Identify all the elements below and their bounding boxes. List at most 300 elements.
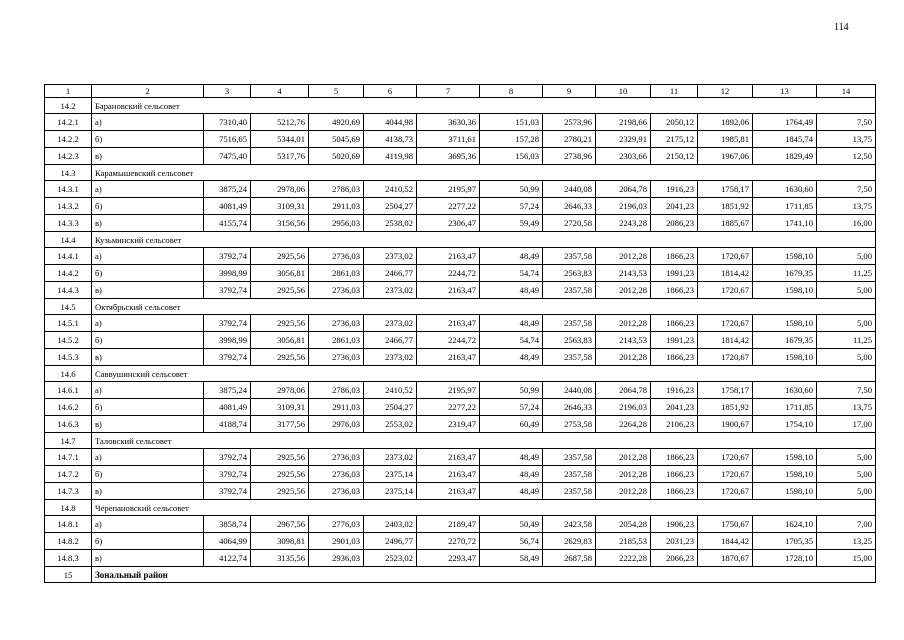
value-cell: 17,00 <box>817 416 876 433</box>
row-code: 14.7.3 <box>45 483 92 500</box>
row-variant: б) <box>92 332 204 349</box>
value-cell: 1916,23 <box>651 181 698 198</box>
value-cell: 2064,78 <box>596 181 651 198</box>
value-cell: 1866,23 <box>651 483 698 500</box>
section-code: 14.8 <box>45 500 92 516</box>
value-cell: 2150,12 <box>651 148 698 165</box>
value-cell: 2736,03 <box>309 449 364 466</box>
row-code: 14.5.3 <box>45 349 92 366</box>
value-cell: 2629,83 <box>543 533 596 550</box>
value-cell: 2143,53 <box>596 265 651 282</box>
section-row <box>45 366 876 382</box>
value-cell: 2373,02 <box>364 349 417 366</box>
row-code: 14.4.1 <box>45 248 92 265</box>
value-cell: 1967,06 <box>698 148 753 165</box>
value-cell: 57,24 <box>480 399 543 416</box>
value-cell: 50,49 <box>480 516 543 533</box>
row-code: 14.3.1 <box>45 181 92 198</box>
value-cell: 1720,67 <box>698 449 753 466</box>
value-cell: 2031,23 <box>651 533 698 550</box>
value-cell: 5020,69 <box>309 148 364 165</box>
row-variant: а) <box>92 248 204 265</box>
row-variant: б) <box>92 131 204 148</box>
value-cell: 60,49 <box>480 416 543 433</box>
value-cell: 2106,23 <box>651 416 698 433</box>
section-code: 14.2 <box>45 98 92 114</box>
value-cell: 3109,31 <box>251 198 309 215</box>
value-cell: 2064,78 <box>596 382 651 399</box>
section-name: Саввушинский сельсовет <box>92 366 876 382</box>
value-cell: 1851,92 <box>698 399 753 416</box>
value-cell: 12,50 <box>817 148 876 165</box>
row-variant: а) <box>92 315 204 332</box>
value-cell: 5,00 <box>817 466 876 483</box>
district-code: 15 <box>45 567 92 583</box>
value-cell: 1844,42 <box>698 533 753 550</box>
value-cell: 4155,74 <box>204 215 251 232</box>
value-cell: 2012,28 <box>596 315 651 332</box>
value-cell: 54,74 <box>480 332 543 349</box>
value-cell: 1866,23 <box>651 248 698 265</box>
section-row <box>45 299 876 315</box>
value-cell: 2163,47 <box>417 349 480 366</box>
row-code: 14.4.3 <box>45 282 92 299</box>
row-code: 14.2.1 <box>45 114 92 131</box>
value-cell: 2720,58 <box>543 215 596 232</box>
value-cell: 3875,24 <box>204 382 251 399</box>
row-code: 14.2.2 <box>45 131 92 148</box>
value-cell: 5344,01 <box>251 131 309 148</box>
value-cell: 3792,74 <box>204 449 251 466</box>
value-cell: 1870,67 <box>698 550 753 567</box>
district-name: Зональный район <box>92 567 876 583</box>
value-cell: 1720,67 <box>698 483 753 500</box>
value-cell: 2357,58 <box>543 248 596 265</box>
value-cell: 1598,10 <box>753 483 817 500</box>
value-cell: 48,49 <box>480 248 543 265</box>
value-cell: 2277,22 <box>417 399 480 416</box>
value-cell: 4138,73 <box>364 131 417 148</box>
value-cell: 1758,17 <box>698 382 753 399</box>
value-cell: 2736,03 <box>309 248 364 265</box>
column-header: 9 <box>543 85 596 98</box>
value-cell: 5,00 <box>817 282 876 299</box>
value-cell: 7,00 <box>817 516 876 533</box>
row-code: 14.2.3 <box>45 148 92 165</box>
value-cell: 4044,98 <box>364 114 417 131</box>
value-cell: 7,50 <box>817 181 876 198</box>
section-row <box>45 433 876 449</box>
value-cell: 1885,67 <box>698 215 753 232</box>
row-code: 14.8.2 <box>45 533 92 550</box>
value-cell: 15,00 <box>817 550 876 567</box>
value-cell: 1985,81 <box>698 131 753 148</box>
value-cell: 1866,23 <box>651 282 698 299</box>
value-cell: 2496,77 <box>364 533 417 550</box>
value-cell: 2925,56 <box>251 466 309 483</box>
row-variant: б) <box>92 533 204 550</box>
table-row <box>45 449 876 466</box>
value-cell: 2054,28 <box>596 516 651 533</box>
value-cell: 13,25 <box>817 533 876 550</box>
table-row <box>45 550 876 567</box>
table-row <box>45 516 876 533</box>
value-cell: 3711,61 <box>417 131 480 148</box>
value-cell: 11,25 <box>817 265 876 282</box>
value-cell: 2163,47 <box>417 466 480 483</box>
value-cell: 2270,72 <box>417 533 480 550</box>
row-code: 14.6.3 <box>45 416 92 433</box>
row-variant: а) <box>92 181 204 198</box>
value-cell: 1754,10 <box>753 416 817 433</box>
row-variant: б) <box>92 466 204 483</box>
value-cell: 2050,12 <box>651 114 698 131</box>
value-cell: 1991,23 <box>651 265 698 282</box>
value-cell: 5,00 <box>817 483 876 500</box>
value-cell: 48,49 <box>480 315 543 332</box>
column-header: 1 <box>45 85 92 98</box>
table-row <box>45 114 876 131</box>
value-cell: 7,50 <box>817 382 876 399</box>
value-cell: 2736,03 <box>309 483 364 500</box>
value-cell: 2925,56 <box>251 349 309 366</box>
row-variant: в) <box>92 416 204 433</box>
value-cell: 2736,03 <box>309 349 364 366</box>
value-cell: 2753,58 <box>543 416 596 433</box>
column-header: 2 <box>92 85 204 98</box>
column-header: 12 <box>698 85 753 98</box>
value-cell: 2861,03 <box>309 332 364 349</box>
value-cell: 2373,02 <box>364 248 417 265</box>
value-cell: 2175,12 <box>651 131 698 148</box>
value-cell: 2196,03 <box>596 399 651 416</box>
value-cell: 2504,27 <box>364 198 417 215</box>
value-cell: 48,49 <box>480 449 543 466</box>
section-name: Кузьминский сельсовет <box>92 232 876 248</box>
value-cell: 2195,97 <box>417 382 480 399</box>
value-cell: 2373,02 <box>364 315 417 332</box>
value-cell: 2163,47 <box>417 248 480 265</box>
value-cell: 56,74 <box>480 533 543 550</box>
value-cell: 2440,08 <box>543 382 596 399</box>
value-cell: 3792,74 <box>204 248 251 265</box>
value-cell: 2243,28 <box>596 215 651 232</box>
value-cell: 3792,74 <box>204 315 251 332</box>
table-row <box>45 382 876 399</box>
value-cell: 16,00 <box>817 215 876 232</box>
value-cell: 2163,47 <box>417 483 480 500</box>
tariff-table <box>44 84 876 583</box>
row-code: 14.6.2 <box>45 399 92 416</box>
table-row <box>45 198 876 215</box>
row-code: 14.8.1 <box>45 516 92 533</box>
value-cell: 3630,36 <box>417 114 480 131</box>
value-cell: 2195,97 <box>417 181 480 198</box>
section-name: Барановский сельсовет <box>92 98 876 114</box>
value-cell: 11,25 <box>817 332 876 349</box>
value-cell: 2956,03 <box>309 215 364 232</box>
value-cell: 4119,98 <box>364 148 417 165</box>
row-code: 14.3.2 <box>45 198 92 215</box>
value-cell: 50,99 <box>480 382 543 399</box>
value-cell: 1866,23 <box>651 466 698 483</box>
value-cell: 4081,49 <box>204 198 251 215</box>
row-code: 14.7.1 <box>45 449 92 466</box>
value-cell: 1630,60 <box>753 382 817 399</box>
value-cell: 48,49 <box>480 466 543 483</box>
row-variant: в) <box>92 349 204 366</box>
column-header: 5 <box>309 85 364 98</box>
value-cell: 1845,74 <box>753 131 817 148</box>
value-cell: 2925,56 <box>251 483 309 500</box>
value-cell: 1705,35 <box>753 533 817 550</box>
value-cell: 2189,47 <box>417 516 480 533</box>
value-cell: 2925,56 <box>251 315 309 332</box>
table-row <box>45 399 876 416</box>
value-cell: 2375,14 <box>364 483 417 500</box>
value-cell: 3792,74 <box>204 282 251 299</box>
value-cell: 2925,56 <box>251 449 309 466</box>
value-cell: 1679,35 <box>753 332 817 349</box>
value-cell: 1728,10 <box>753 550 817 567</box>
value-cell: 1630,60 <box>753 181 817 198</box>
value-cell: 1814,42 <box>698 265 753 282</box>
value-cell: 2736,03 <box>309 315 364 332</box>
section-row <box>45 98 876 114</box>
value-cell: 2357,58 <box>543 466 596 483</box>
value-cell: 3792,74 <box>204 483 251 500</box>
table-row <box>45 148 876 165</box>
column-header: 8 <box>480 85 543 98</box>
value-cell: 4122,74 <box>204 550 251 567</box>
value-cell: 2319,47 <box>417 416 480 433</box>
value-cell: 1892,06 <box>698 114 753 131</box>
table-row <box>45 483 876 500</box>
value-cell: 2143,53 <box>596 332 651 349</box>
value-cell: 2786,03 <box>309 181 364 198</box>
value-cell: 3156,56 <box>251 215 309 232</box>
table-row <box>45 315 876 332</box>
row-code: 14.6.1 <box>45 382 92 399</box>
value-cell: 2185,53 <box>596 533 651 550</box>
column-header: 13 <box>753 85 817 98</box>
section-code: 14.6 <box>45 366 92 382</box>
value-cell: 1866,23 <box>651 349 698 366</box>
value-cell: 1906,23 <box>651 516 698 533</box>
table-row <box>45 215 876 232</box>
row-variant: б) <box>92 198 204 215</box>
value-cell: 2041,23 <box>651 399 698 416</box>
value-cell: 2736,03 <box>309 282 364 299</box>
value-cell: 1764,49 <box>753 114 817 131</box>
value-cell: 1711,85 <box>753 198 817 215</box>
value-cell: 59,49 <box>480 215 543 232</box>
value-cell: 2012,28 <box>596 449 651 466</box>
value-cell: 3056,81 <box>251 332 309 349</box>
value-cell: 1711,85 <box>753 399 817 416</box>
value-cell: 2012,28 <box>596 282 651 299</box>
row-variant: а) <box>92 114 204 131</box>
value-cell: 2163,47 <box>417 282 480 299</box>
value-cell: 2373,02 <box>364 282 417 299</box>
row-code: 14.4.2 <box>45 265 92 282</box>
value-cell: 2410,52 <box>364 382 417 399</box>
value-cell: 2563,83 <box>543 265 596 282</box>
value-cell: 2357,58 <box>543 349 596 366</box>
value-cell: 2523,02 <box>364 550 417 567</box>
value-cell: 2041,23 <box>651 198 698 215</box>
value-cell: 2861,03 <box>309 265 364 282</box>
value-cell: 2303,66 <box>596 148 651 165</box>
row-code: 14.8.3 <box>45 550 92 567</box>
value-cell: 2196,03 <box>596 198 651 215</box>
value-cell: 2357,58 <box>543 449 596 466</box>
value-cell: 2466,77 <box>364 265 417 282</box>
value-cell: 1866,23 <box>651 315 698 332</box>
value-cell: 2373,02 <box>364 449 417 466</box>
column-header: 14 <box>817 85 876 98</box>
value-cell: 5,00 <box>817 315 876 332</box>
value-cell: 3998,99 <box>204 265 251 282</box>
column-header: 10 <box>596 85 651 98</box>
value-cell: 2222,28 <box>596 550 651 567</box>
value-cell: 4920,69 <box>309 114 364 131</box>
section-name: Октябрьский сельсовет <box>92 299 876 315</box>
value-cell: 2687,58 <box>543 550 596 567</box>
table-row <box>45 466 876 483</box>
value-cell: 2925,56 <box>251 248 309 265</box>
value-cell: 2901,03 <box>309 533 364 550</box>
value-cell: 1720,67 <box>698 466 753 483</box>
value-cell: 7516,65 <box>204 131 251 148</box>
value-cell: 2978,06 <box>251 181 309 198</box>
value-cell: 156,03 <box>480 148 543 165</box>
value-cell: 2646,33 <box>543 399 596 416</box>
value-cell: 2012,28 <box>596 483 651 500</box>
value-cell: 1991,23 <box>651 332 698 349</box>
column-header: 3 <box>204 85 251 98</box>
value-cell: 7,50 <box>817 114 876 131</box>
column-header: 7 <box>417 85 480 98</box>
value-cell: 2911,03 <box>309 399 364 416</box>
value-cell: 3177,56 <box>251 416 309 433</box>
value-cell: 2410,52 <box>364 181 417 198</box>
row-variant: а) <box>92 449 204 466</box>
value-cell: 2978,06 <box>251 382 309 399</box>
value-cell: 2012,28 <box>596 466 651 483</box>
value-cell: 2244,72 <box>417 332 480 349</box>
value-cell: 48,49 <box>480 349 543 366</box>
value-cell: 2163,47 <box>417 315 480 332</box>
value-cell: 1900,67 <box>698 416 753 433</box>
row-code: 14.5.2 <box>45 332 92 349</box>
value-cell: 13,75 <box>817 198 876 215</box>
value-cell: 2646,33 <box>543 198 596 215</box>
value-cell: 1598,10 <box>753 248 817 265</box>
row-variant: в) <box>92 215 204 232</box>
value-cell: 7310,40 <box>204 114 251 131</box>
header-row <box>45 85 876 98</box>
row-variant: б) <box>92 399 204 416</box>
value-cell: 3792,74 <box>204 466 251 483</box>
value-cell: 2277,22 <box>417 198 480 215</box>
value-cell: 2198,66 <box>596 114 651 131</box>
value-cell: 48,49 <box>480 483 543 500</box>
value-cell: 2357,58 <box>543 315 596 332</box>
value-cell: 3109,31 <box>251 399 309 416</box>
value-cell: 2066,23 <box>651 550 698 567</box>
value-cell: 3695,36 <box>417 148 480 165</box>
value-cell: 2936,03 <box>309 550 364 567</box>
value-cell: 4064,99 <box>204 533 251 550</box>
value-cell: 5212,76 <box>251 114 309 131</box>
row-variant: б) <box>92 265 204 282</box>
value-cell: 2306,47 <box>417 215 480 232</box>
page-number: 114 <box>834 22 849 33</box>
value-cell: 2563,83 <box>543 332 596 349</box>
value-cell: 2244,72 <box>417 265 480 282</box>
value-cell: 48,49 <box>480 282 543 299</box>
table-row <box>45 282 876 299</box>
value-cell: 1758,17 <box>698 181 753 198</box>
value-cell: 1598,10 <box>753 282 817 299</box>
value-cell: 13,75 <box>817 399 876 416</box>
table-row <box>45 265 876 282</box>
district-row <box>45 567 876 583</box>
row-variant: в) <box>92 282 204 299</box>
section-code: 14.4 <box>45 232 92 248</box>
table-row <box>45 181 876 198</box>
value-cell: 5,00 <box>817 248 876 265</box>
row-variant: в) <box>92 483 204 500</box>
value-cell: 2357,58 <box>543 282 596 299</box>
value-cell: 1916,23 <box>651 382 698 399</box>
table-row <box>45 248 876 265</box>
section-row <box>45 500 876 516</box>
value-cell: 2911,03 <box>309 198 364 215</box>
row-code: 14.5.1 <box>45 315 92 332</box>
value-cell: 1624,10 <box>753 516 817 533</box>
value-cell: 2086,23 <box>651 215 698 232</box>
value-cell: 2293,47 <box>417 550 480 567</box>
value-cell: 5,00 <box>817 349 876 366</box>
value-cell: 5,00 <box>817 449 876 466</box>
value-cell: 13,75 <box>817 131 876 148</box>
value-cell: 50,99 <box>480 181 543 198</box>
value-cell: 2264,28 <box>596 416 651 433</box>
value-cell: 4081,49 <box>204 399 251 416</box>
value-cell: 2736,03 <box>309 466 364 483</box>
value-cell: 2403,02 <box>364 516 417 533</box>
value-cell: 2466,77 <box>364 332 417 349</box>
value-cell: 3792,74 <box>204 349 251 366</box>
section-row <box>45 165 876 181</box>
section-code: 14.7 <box>45 433 92 449</box>
row-variant: а) <box>92 516 204 533</box>
value-cell: 1720,67 <box>698 315 753 332</box>
value-cell: 1720,67 <box>698 282 753 299</box>
value-cell: 2423,58 <box>543 516 596 533</box>
section-row <box>45 232 876 248</box>
value-cell: 7475,40 <box>204 148 251 165</box>
value-cell: 2776,03 <box>309 516 364 533</box>
value-cell: 1598,10 <box>753 449 817 466</box>
value-cell: 1750,67 <box>698 516 753 533</box>
value-cell: 2553,02 <box>364 416 417 433</box>
column-header: 4 <box>251 85 309 98</box>
value-cell: 1720,67 <box>698 248 753 265</box>
column-header: 11 <box>651 85 698 98</box>
